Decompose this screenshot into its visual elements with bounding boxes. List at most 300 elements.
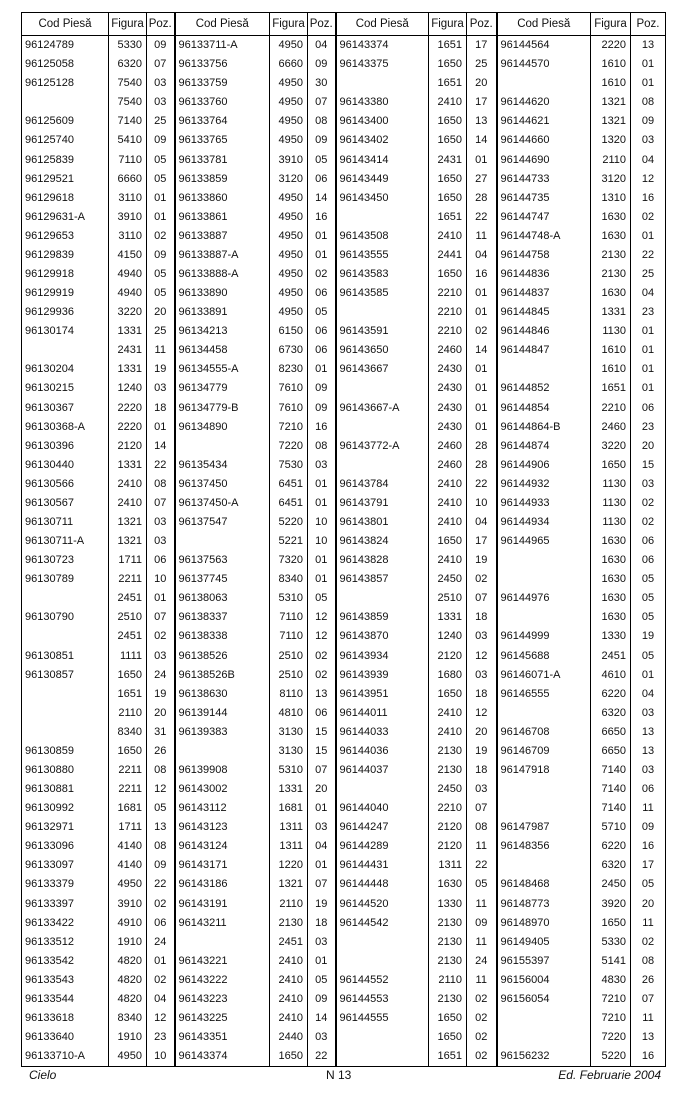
position-cell: 14	[308, 1009, 336, 1028]
part-code-cell: 96144733	[497, 170, 591, 189]
position-cell: 09	[308, 398, 336, 417]
position-cell: 07	[308, 761, 336, 780]
position-cell: 09	[147, 131, 175, 150]
part-code-cell: 96130859	[22, 742, 109, 761]
figure-cell: 1711	[109, 551, 147, 570]
figure-cell: 1650	[109, 742, 147, 761]
position-cell: 09	[631, 112, 666, 131]
part-code-cell: 96144934	[497, 513, 591, 532]
table-row	[22, 341, 666, 360]
part-code-cell: 96133765	[175, 131, 270, 150]
figure-cell: 2220	[591, 36, 631, 56]
position-cell: 01	[308, 952, 336, 971]
part-code-cell: 96144520	[336, 895, 429, 914]
figure-cell: 4940	[109, 284, 147, 303]
position-cell: 01	[467, 150, 497, 169]
position-cell: 18	[467, 761, 497, 780]
position-cell: 24	[147, 666, 175, 685]
figure-cell: 2120	[109, 437, 147, 456]
part-code-cell: 96133618	[22, 1009, 109, 1028]
position-cell: 07	[308, 875, 336, 894]
part-code-cell: 96143939	[336, 666, 429, 685]
table-row	[22, 971, 666, 990]
position-cell: 01	[147, 208, 175, 227]
position-cell: 03	[631, 761, 666, 780]
position-cell: 07	[467, 589, 497, 608]
position-cell: 08	[467, 818, 497, 837]
table-row	[22, 608, 666, 627]
position-cell: 10	[467, 494, 497, 513]
figure-cell: 2430	[429, 418, 467, 437]
position-cell: 04	[467, 246, 497, 265]
figure-cell: 1630	[591, 532, 631, 551]
figure-cell: 2130	[591, 265, 631, 284]
figure-cell: 1681	[109, 799, 147, 818]
position-cell: 06	[631, 398, 666, 417]
position-cell: 02	[467, 1009, 497, 1028]
figure-cell: 4140	[109, 837, 147, 856]
position-cell: 14	[467, 131, 497, 150]
figure-cell: 2451	[270, 933, 308, 952]
position-cell: 02	[147, 895, 175, 914]
table-row	[22, 780, 666, 799]
position-cell: 05	[308, 303, 336, 322]
table-row	[22, 837, 666, 856]
part-code-cell	[497, 780, 591, 799]
figure-cell: 4950	[270, 284, 308, 303]
part-code-cell: 96143870	[336, 627, 429, 646]
figure-cell: 1331	[429, 608, 467, 627]
part-code-cell: 96130881	[22, 780, 109, 799]
figure-cell: 2110	[429, 971, 467, 990]
part-code-cell: 96144864-B	[497, 418, 591, 437]
part-code-cell: 96133861	[175, 208, 270, 227]
figure-cell: 1650	[591, 914, 631, 933]
position-cell: 01	[631, 74, 666, 93]
position-cell: 18	[467, 608, 497, 627]
position-cell: 03	[631, 704, 666, 723]
position-cell: 01	[308, 799, 336, 818]
figure-cell: 2110	[109, 704, 147, 723]
position-cell: 06	[631, 780, 666, 799]
position-cell: 13	[631, 1028, 666, 1047]
position-cell: 15	[308, 723, 336, 742]
part-code-cell	[336, 456, 429, 475]
figure-cell: 6730	[270, 341, 308, 360]
figure-cell: 2210	[429, 799, 467, 818]
position-cell: 01	[467, 379, 497, 398]
position-cell: 06	[631, 532, 666, 551]
position-cell: 13	[631, 742, 666, 761]
part-code-cell: 96143772-A	[336, 437, 429, 456]
figure-cell: 7110	[270, 627, 308, 646]
table-row	[22, 952, 666, 971]
position-cell: 09	[308, 990, 336, 1009]
part-code-cell: 96133542	[22, 952, 109, 971]
figure-cell: 1130	[591, 494, 631, 513]
figure-cell: 2460	[429, 437, 467, 456]
figure-cell: 2410	[429, 704, 467, 723]
figure-cell: 2410	[109, 475, 147, 494]
part-code-cell: 96143400	[336, 112, 429, 131]
part-code-cell	[336, 379, 429, 398]
figure-cell: 2210	[429, 322, 467, 341]
position-cell: 27	[467, 170, 497, 189]
footer-edition: Ed. Februarie 2004	[558, 1068, 661, 1082]
position-cell: 01	[308, 246, 336, 265]
table-row	[22, 437, 666, 456]
position-cell: 03	[467, 627, 497, 646]
figure-cell: 2211	[109, 780, 147, 799]
position-cell: 11	[467, 933, 497, 952]
figure-cell: 8110	[270, 685, 308, 704]
position-cell: 08	[631, 93, 666, 112]
figure-cell: 1630	[429, 875, 467, 894]
part-code-cell	[22, 704, 109, 723]
part-code-cell	[497, 608, 591, 627]
table-row	[22, 265, 666, 284]
figure-cell: 7210	[591, 1009, 631, 1028]
part-code-cell: 96130857	[22, 666, 109, 685]
figure-cell: 2210	[429, 284, 467, 303]
table-row	[22, 685, 666, 704]
table-row	[22, 551, 666, 570]
table-row	[22, 494, 666, 513]
position-cell: 02	[467, 1047, 497, 1067]
figure-cell: 1321	[591, 93, 631, 112]
position-cell: 20	[467, 74, 497, 93]
figure-cell: 1111	[109, 647, 147, 666]
part-code-cell: 96144011	[336, 704, 429, 723]
table-row	[22, 895, 666, 914]
position-cell: 11	[467, 895, 497, 914]
part-code-cell	[497, 570, 591, 589]
position-cell: 03	[147, 74, 175, 93]
part-code-cell: 96133887	[175, 227, 270, 246]
part-code-cell: 96155397	[497, 952, 591, 971]
position-cell: 03	[308, 1028, 336, 1047]
position-cell: 01	[147, 952, 175, 971]
figure-cell: 1681	[270, 799, 308, 818]
part-code-cell	[22, 627, 109, 646]
part-code-cell: 96144621	[497, 112, 591, 131]
position-cell: 28	[467, 456, 497, 475]
part-code-cell	[336, 1047, 429, 1067]
position-cell: 12	[467, 704, 497, 723]
position-cell: 05	[631, 589, 666, 608]
part-code-cell: 96134458	[175, 341, 270, 360]
figure-cell: 2210	[591, 398, 631, 417]
part-code-cell: 96143222	[175, 971, 270, 990]
col-header-figure: Figura	[270, 13, 308, 36]
position-cell: 03	[467, 780, 497, 799]
figure-cell: 3120	[270, 170, 308, 189]
figure-cell: 1650	[429, 685, 467, 704]
table-row	[22, 208, 666, 227]
table-row	[22, 36, 666, 56]
table-row	[22, 379, 666, 398]
table-row	[22, 914, 666, 933]
part-code-cell: 96144852	[497, 379, 591, 398]
figure-cell: 2220	[109, 418, 147, 437]
part-code-cell: 96147918	[497, 761, 591, 780]
part-code-cell: 96144999	[497, 627, 591, 646]
figure-cell: 4140	[109, 856, 147, 875]
figure-cell: 1331	[270, 780, 308, 799]
position-cell: 07	[147, 55, 175, 74]
figure-cell: 2430	[429, 360, 467, 379]
figure-cell: 1651	[429, 36, 467, 56]
figure-cell: 1330	[591, 627, 631, 646]
part-code-cell: 96133764	[175, 112, 270, 131]
table-row	[22, 723, 666, 742]
figure-cell: 4950	[270, 189, 308, 208]
position-cell: 22	[147, 456, 175, 475]
position-cell: 22	[308, 1047, 336, 1067]
position-cell: 17	[467, 93, 497, 112]
position-cell: 05	[631, 570, 666, 589]
position-cell: 16	[467, 265, 497, 284]
part-code-cell: 96130174	[22, 322, 109, 341]
part-code-cell: 96143667-A	[336, 398, 429, 417]
figure-cell: 2440	[270, 1028, 308, 1047]
position-cell: 26	[147, 742, 175, 761]
position-cell: 04	[631, 284, 666, 303]
position-cell: 25	[147, 112, 175, 131]
figure-cell: 7110	[270, 608, 308, 627]
position-cell: 01	[467, 284, 497, 303]
position-cell: 08	[147, 837, 175, 856]
position-cell: 23	[631, 303, 666, 322]
part-code-cell: 96143351	[175, 1028, 270, 1047]
position-cell: 24	[147, 933, 175, 952]
position-cell: 14	[147, 437, 175, 456]
position-cell: 20	[467, 723, 497, 742]
figure-cell: 8340	[109, 723, 147, 742]
position-cell: 03	[308, 456, 336, 475]
part-code-cell: 96129653	[22, 227, 109, 246]
position-cell: 06	[308, 341, 336, 360]
part-code-cell: 96143555	[336, 246, 429, 265]
figure-cell: 2110	[591, 150, 631, 169]
part-code-cell: 96129618	[22, 189, 109, 208]
part-code-cell: 96133756	[175, 55, 270, 74]
part-code-cell: 96137450	[175, 475, 270, 494]
position-cell: 23	[631, 418, 666, 437]
table-row	[22, 55, 666, 74]
part-code-cell: 96125839	[22, 150, 109, 169]
figure-cell: 2410	[270, 990, 308, 1009]
figure-cell: 4950	[109, 875, 147, 894]
table-row	[22, 513, 666, 532]
figure-cell: 1610	[591, 74, 631, 93]
figure-cell: 1610	[591, 360, 631, 379]
position-cell: 06	[308, 322, 336, 341]
figure-cell: 2410	[429, 93, 467, 112]
figure-cell: 1311	[270, 818, 308, 837]
part-code-cell: 96143225	[175, 1009, 270, 1028]
part-code-cell: 96144553	[336, 990, 429, 1009]
figure-cell: 1321	[270, 875, 308, 894]
part-code-cell: 96125128	[22, 74, 109, 93]
figure-cell: 2451	[109, 589, 147, 608]
figure-cell: 4950	[270, 131, 308, 150]
position-cell: 01	[631, 227, 666, 246]
position-cell: 14	[467, 341, 497, 360]
figure-cell: 2130	[429, 952, 467, 971]
part-code-cell: 96148773	[497, 895, 591, 914]
part-code-cell	[22, 341, 109, 360]
figure-cell: 2460	[591, 418, 631, 437]
part-code-cell: 96130711	[22, 513, 109, 532]
part-code-cell: 96148970	[497, 914, 591, 933]
figure-cell: 4950	[270, 93, 308, 112]
table-row	[22, 799, 666, 818]
part-code-cell: 96143508	[336, 227, 429, 246]
part-code-cell: 96143112	[175, 799, 270, 818]
col-header-figure: Figura	[109, 13, 147, 36]
position-cell: 03	[308, 818, 336, 837]
part-code-cell: 96133860	[175, 189, 270, 208]
part-code-cell: 96143223	[175, 990, 270, 1009]
position-cell: 18	[467, 685, 497, 704]
part-code-cell: 96124789	[22, 36, 109, 56]
part-code-cell: 96143221	[175, 952, 270, 971]
part-code-cell: 96144932	[497, 475, 591, 494]
position-cell: 14	[308, 189, 336, 208]
figure-cell: 7540	[109, 74, 147, 93]
figure-cell: 4950	[270, 303, 308, 322]
position-cell: 01	[631, 55, 666, 74]
figure-cell: 4950	[270, 74, 308, 93]
part-code-cell: 96129919	[22, 284, 109, 303]
position-cell: 01	[147, 418, 175, 437]
position-cell: 20	[308, 780, 336, 799]
part-code-cell: 96134779-B	[175, 398, 270, 417]
part-code-cell: 96144542	[336, 914, 429, 933]
position-cell: 01	[631, 341, 666, 360]
table-row	[22, 322, 666, 341]
part-code-cell: 96144690	[497, 150, 591, 169]
part-code-cell: 96144620	[497, 93, 591, 112]
part-code-cell	[497, 1009, 591, 1028]
figure-cell: 1650	[109, 666, 147, 685]
part-code-cell	[336, 780, 429, 799]
figure-cell: 4810	[270, 704, 308, 723]
part-code-cell: 96137450-A	[175, 494, 270, 513]
figure-cell: 2430	[429, 379, 467, 398]
position-cell: 04	[147, 990, 175, 1009]
figure-cell: 1651	[591, 379, 631, 398]
figure-cell: 2110	[270, 895, 308, 914]
part-code-cell: 96145688	[497, 647, 591, 666]
part-code-cell: 96133859	[175, 170, 270, 189]
figure-cell: 1321	[109, 513, 147, 532]
table-row	[22, 818, 666, 837]
part-code-cell: 96144036	[336, 742, 429, 761]
position-cell: 20	[631, 437, 666, 456]
position-cell: 01	[308, 570, 336, 589]
table-row	[22, 647, 666, 666]
part-code-cell: 96144845	[497, 303, 591, 322]
position-cell: 08	[631, 952, 666, 971]
figure-cell: 1650	[270, 1047, 308, 1067]
footer-model-name: Cielo	[29, 1068, 57, 1082]
figure-cell: 2431	[429, 150, 467, 169]
position-cell: 07	[467, 799, 497, 818]
part-code-cell: 96144846	[497, 322, 591, 341]
table-row	[22, 170, 666, 189]
figure-cell: 2510	[270, 666, 308, 685]
part-code-cell: 96149405	[497, 933, 591, 952]
position-cell: 12	[631, 170, 666, 189]
part-code-cell: 96125740	[22, 131, 109, 150]
table-row	[22, 284, 666, 303]
figure-cell: 1650	[429, 532, 467, 551]
figure-cell: 1321	[591, 112, 631, 131]
position-cell: 08	[308, 112, 336, 131]
position-cell: 13	[631, 723, 666, 742]
figure-cell: 3220	[591, 437, 631, 456]
position-cell: 01	[308, 475, 336, 494]
position-cell: 03	[147, 93, 175, 112]
figure-cell: 2210	[429, 303, 467, 322]
col-header-code: Cod Piesă	[22, 13, 109, 36]
part-code-cell	[336, 74, 429, 93]
position-cell: 13	[308, 685, 336, 704]
position-cell: 04	[631, 685, 666, 704]
figure-cell: 1630	[591, 608, 631, 627]
part-code-cell	[22, 589, 109, 608]
figure-cell: 1320	[591, 131, 631, 150]
part-code-cell: 96135434	[175, 456, 270, 475]
col-header-figure: Figura	[591, 13, 631, 36]
part-code-cell: 96133397	[22, 895, 109, 914]
position-cell: 13	[467, 112, 497, 131]
figure-cell: 7210	[270, 418, 308, 437]
part-code-cell: 96133096	[22, 837, 109, 856]
part-code-cell: 96144747	[497, 208, 591, 227]
figure-cell: 2451	[109, 627, 147, 646]
part-code-cell: 96138063	[175, 589, 270, 608]
figure-cell: 6660	[270, 55, 308, 74]
figure-cell: 1330	[429, 895, 467, 914]
figure-cell: 5220	[591, 1047, 631, 1067]
figure-cell: 2451	[591, 647, 631, 666]
part-code-cell: 96143450	[336, 189, 429, 208]
figure-cell: 6150	[270, 322, 308, 341]
figure-cell: 1331	[109, 456, 147, 475]
part-code-cell: 96143857	[336, 570, 429, 589]
position-cell: 01	[467, 303, 497, 322]
part-code-cell: 96143191	[175, 895, 270, 914]
position-cell: 02	[467, 1028, 497, 1047]
part-code-cell: 96143583	[336, 265, 429, 284]
part-code-cell: 96146555	[497, 685, 591, 704]
position-cell: 31	[147, 723, 175, 742]
figure-cell: 2450	[591, 875, 631, 894]
part-code-cell: 96143123	[175, 818, 270, 837]
figure-cell: 2450	[429, 570, 467, 589]
part-code-cell: 96130880	[22, 761, 109, 780]
part-code-cell: 96133710-A	[22, 1047, 109, 1067]
figure-cell: 2120	[429, 647, 467, 666]
figure-cell: 5221	[270, 532, 308, 551]
part-code-cell	[497, 856, 591, 875]
position-cell: 09	[147, 246, 175, 265]
position-cell: 02	[467, 322, 497, 341]
figure-cell: 2441	[429, 246, 467, 265]
